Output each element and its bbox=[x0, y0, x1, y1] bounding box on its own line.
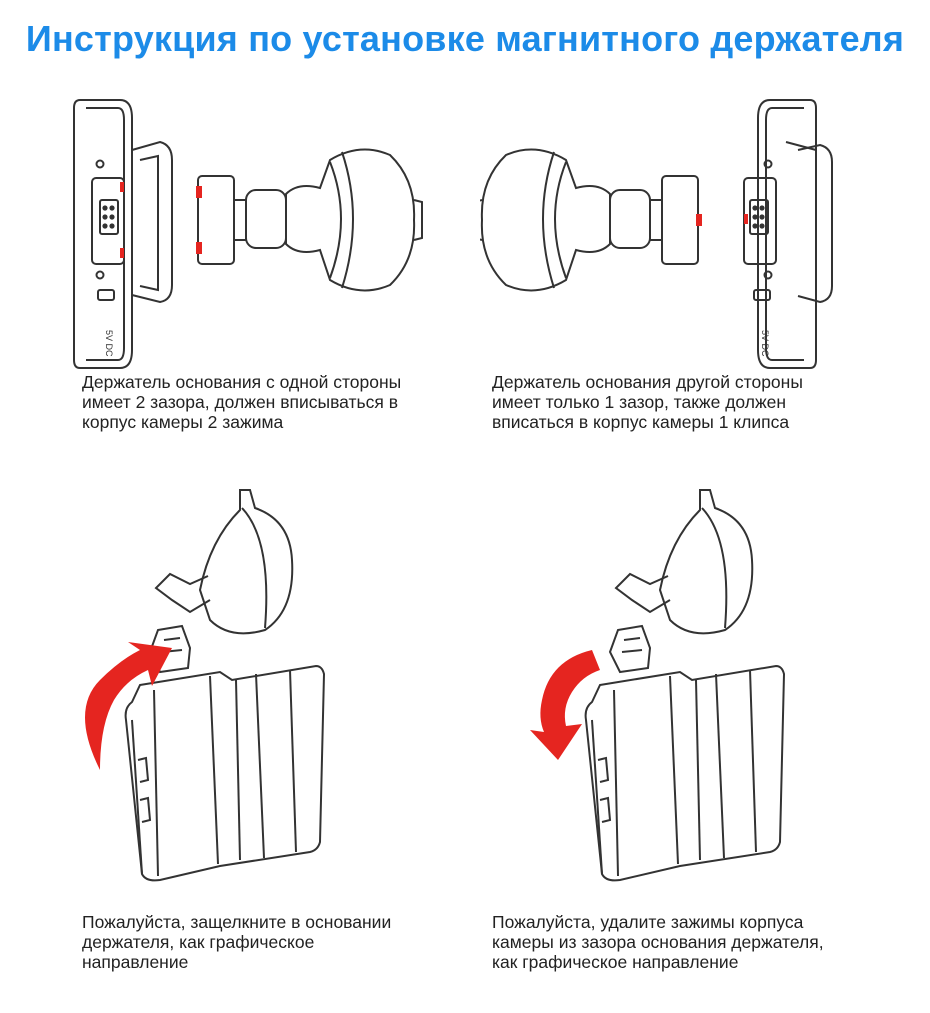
caption-panel-1 bbox=[82, 372, 401, 432]
caption-line: Держатель основания с одной стороны bbox=[82, 372, 402, 392]
diagram-camera-holder-two-clips bbox=[60, 90, 450, 380]
port-label: 5V DC bbox=[760, 330, 770, 357]
caption-panel-2 bbox=[492, 372, 803, 432]
diagram-camera-holder-one-clip bbox=[480, 90, 870, 380]
caption-line: направление bbox=[82, 952, 189, 972]
port-label: 5V DC bbox=[104, 330, 114, 357]
caption-line: имеет только 1 зазор, также должен bbox=[492, 392, 787, 412]
caption-line: Пожалуйста, удалите зажимы корпуса bbox=[492, 912, 804, 932]
page-title: Инструкция по установке магнитного держателя bbox=[25, 18, 905, 59]
caption-line: камеры из зазора основания держателя, bbox=[492, 932, 824, 952]
diagram-release bbox=[520, 480, 850, 900]
caption-panel-4 bbox=[492, 912, 824, 972]
caption-line: корпус камеры 2 зажима bbox=[82, 412, 284, 432]
caption-line: Пожалуйста, защелкните в основании bbox=[82, 912, 392, 932]
caption-line: держателя, как графическое bbox=[82, 932, 315, 952]
caption-line: вписаться в корпус камеры 1 клипса bbox=[492, 412, 790, 432]
caption-panel-3 bbox=[82, 912, 391, 972]
diagram-snap-in bbox=[60, 480, 390, 900]
caption-line: Держатель основания другой стороны bbox=[492, 372, 803, 392]
caption-line: имеет 2 зазора, должен вписываться в bbox=[82, 392, 399, 412]
caption-line: как графическое направление bbox=[492, 952, 739, 972]
